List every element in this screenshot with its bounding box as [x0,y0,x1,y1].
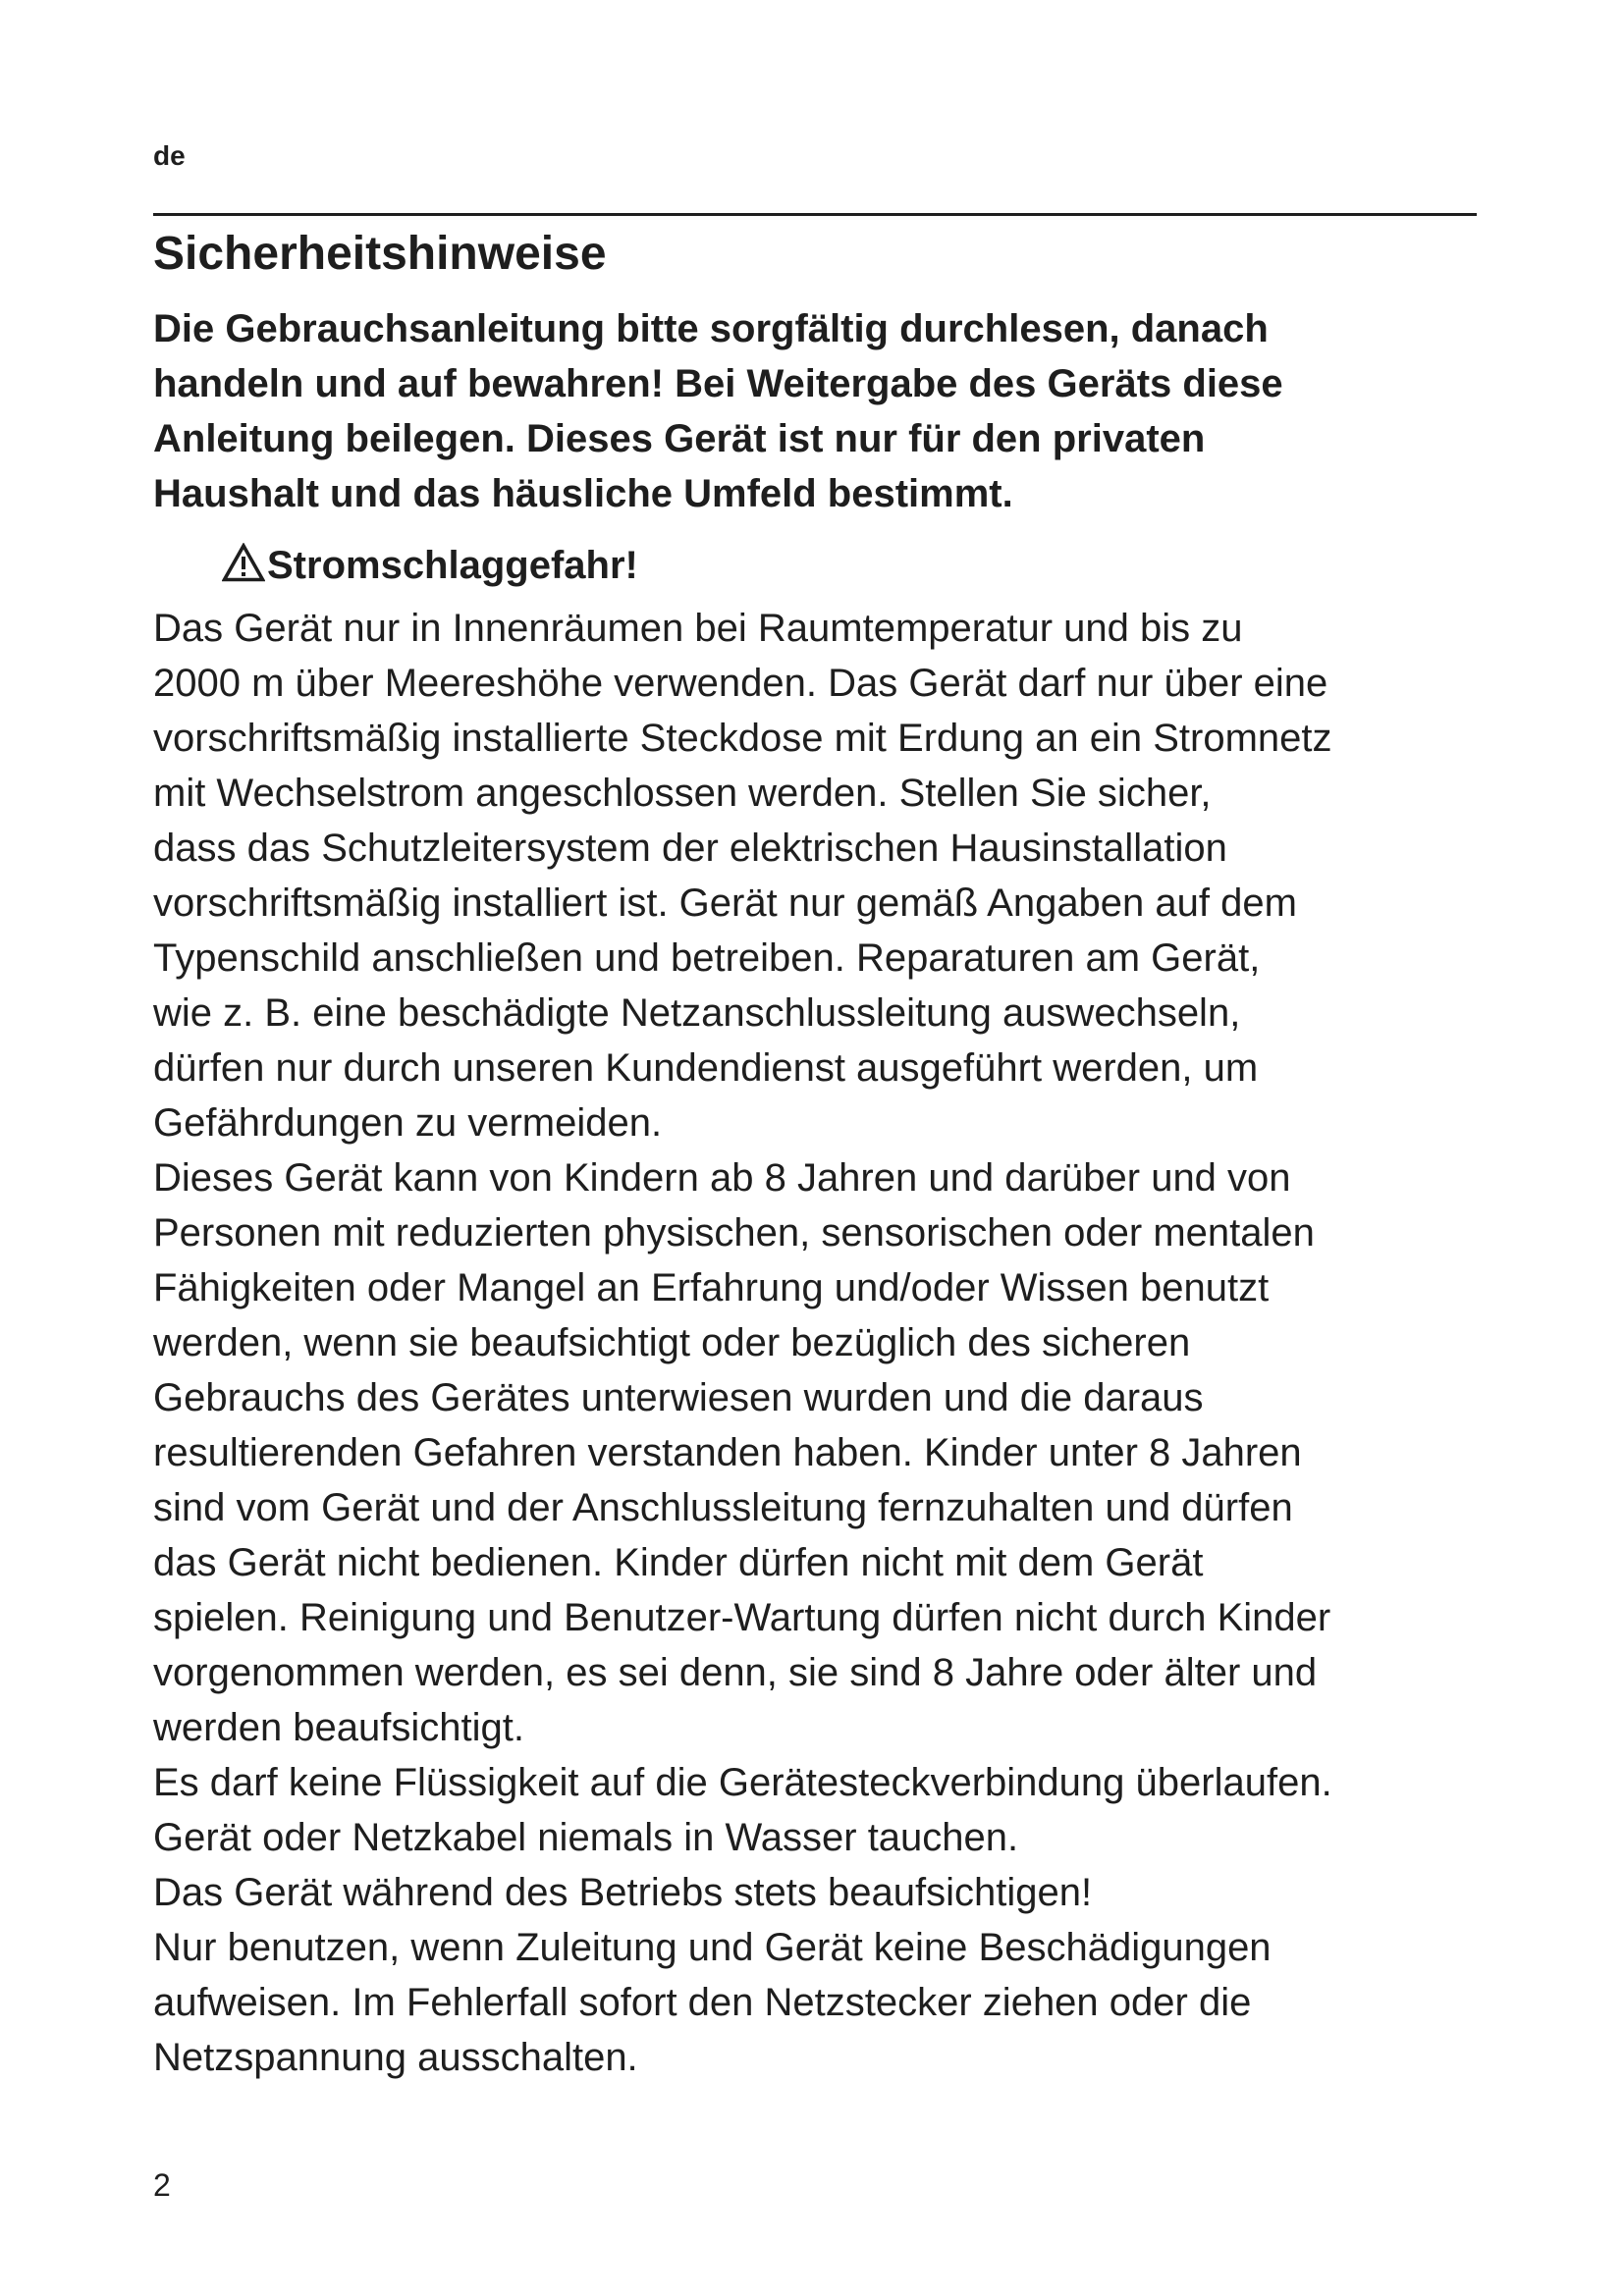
intro-line: Haushalt und das häusliche Umfeld bestimmt. [153,472,1013,515]
body-line: resultierenden Gefahren verstanden haben. Kinder unter 8 Jahren [153,1431,1302,1474]
page-number: 2 [153,2167,171,2203]
body-line: aufweisen. Im Fehlerfall sofort den Netzstecker ziehen oder die [153,1981,1252,2024]
body-line: spielen. Reinigung und Benutzer-Wartung dürfen nicht durch Kinder [153,1596,1331,1639]
intro-line: handeln und auf bewahren! Bei Weitergabe des Geräts diese [153,362,1283,405]
body-line: vorschriftsmäßig installiert ist. Gerät nur gemäß Angaben auf dem [153,881,1297,925]
body-line: dürfen nur durch unseren Kundendienst ausgeführt werden, um [153,1046,1259,1090]
body-line: Das Gerät während des Betriebs stets beaufsichtigen! [153,1871,1093,1914]
body-line: Das Gerät nur in Innenräumen bei Raumtemperatur und bis zu [153,607,1243,650]
body-line: Typenschild anschließen und betreiben. Reparaturen am Gerät, [153,936,1261,980]
page-title: Sicherheitshinweise [153,228,607,280]
body-line: wie z. B. eine beschädigte Netzanschlussleitung auswechseln, [153,991,1241,1035]
body-line: werden, wenn sie beaufsichtigt oder bezüglich des sicheren [153,1321,1191,1364]
body-line: dass das Schutzleitersystem der elektrischen Hausinstallation [153,827,1227,870]
body-line: 2000 m über Meereshöhe verwenden. Das Gerät darf nur über eine [153,662,1328,705]
body-line: Gebrauchs des Gerätes unterwiesen wurden und die daraus [153,1376,1204,1419]
warning-label: Stromschlaggefahr! [267,544,638,587]
body-line: vorschriftsmäßig installierte Steckdose mit Erdung an ein Stromnetz [153,717,1332,760]
body-line: Fähigkeiten oder Mangel an Erfahrung und/oder Wissen benutzt [153,1266,1270,1309]
warning-triangle-icon [222,543,265,582]
safety-body-text [153,601,1508,2085]
title-divider [153,213,1477,216]
body-line: Gerät oder Netzkabel niemals in Wasser tauchen. [153,1816,1019,1859]
body-line: Personen mit reduzierten physischen, sensorischen oder mentalen [153,1211,1315,1255]
body-line: Gefährdungen zu vermeiden. [153,1101,663,1145]
body-line: Es darf keine Flüssigkeit auf die Gerätesteckverbindung überlaufen. [153,1761,1332,1804]
body-line: Nur benutzen, wenn Zuleitung und Gerät keine Beschädigungen [153,1926,1272,1969]
body-line: vorgenommen werden, es sei denn, sie sind 8 Jahre oder älter und [153,1651,1318,1694]
intro-line: Die Gebrauchsanleitung bitte sorgfältig durchlesen, danach [153,307,1269,350]
intro-paragraph [153,301,1489,521]
body-line: mit Wechselstrom angeschlossen werden. Stellen Sie sicher, [153,772,1212,815]
body-line: das Gerät nicht bedienen. Kinder dürfen nicht mit dem Gerät [153,1541,1204,1584]
language-tag: de [153,140,186,171]
body-line: sind vom Gerät und der Anschlussleitung fernzuhalten und dürfen [153,1486,1293,1529]
body-line: Netzspannung ausschalten. [153,2036,638,2079]
body-line: Dieses Gerät kann von Kindern ab 8 Jahren und darüber und von [153,1156,1291,1200]
intro-line: Anleitung beilegen. Dieses Gerät ist nur für den privaten [153,417,1206,460]
electric-shock-warning [222,538,638,593]
body-line: werden beaufsichtigt. [153,1706,525,1749]
